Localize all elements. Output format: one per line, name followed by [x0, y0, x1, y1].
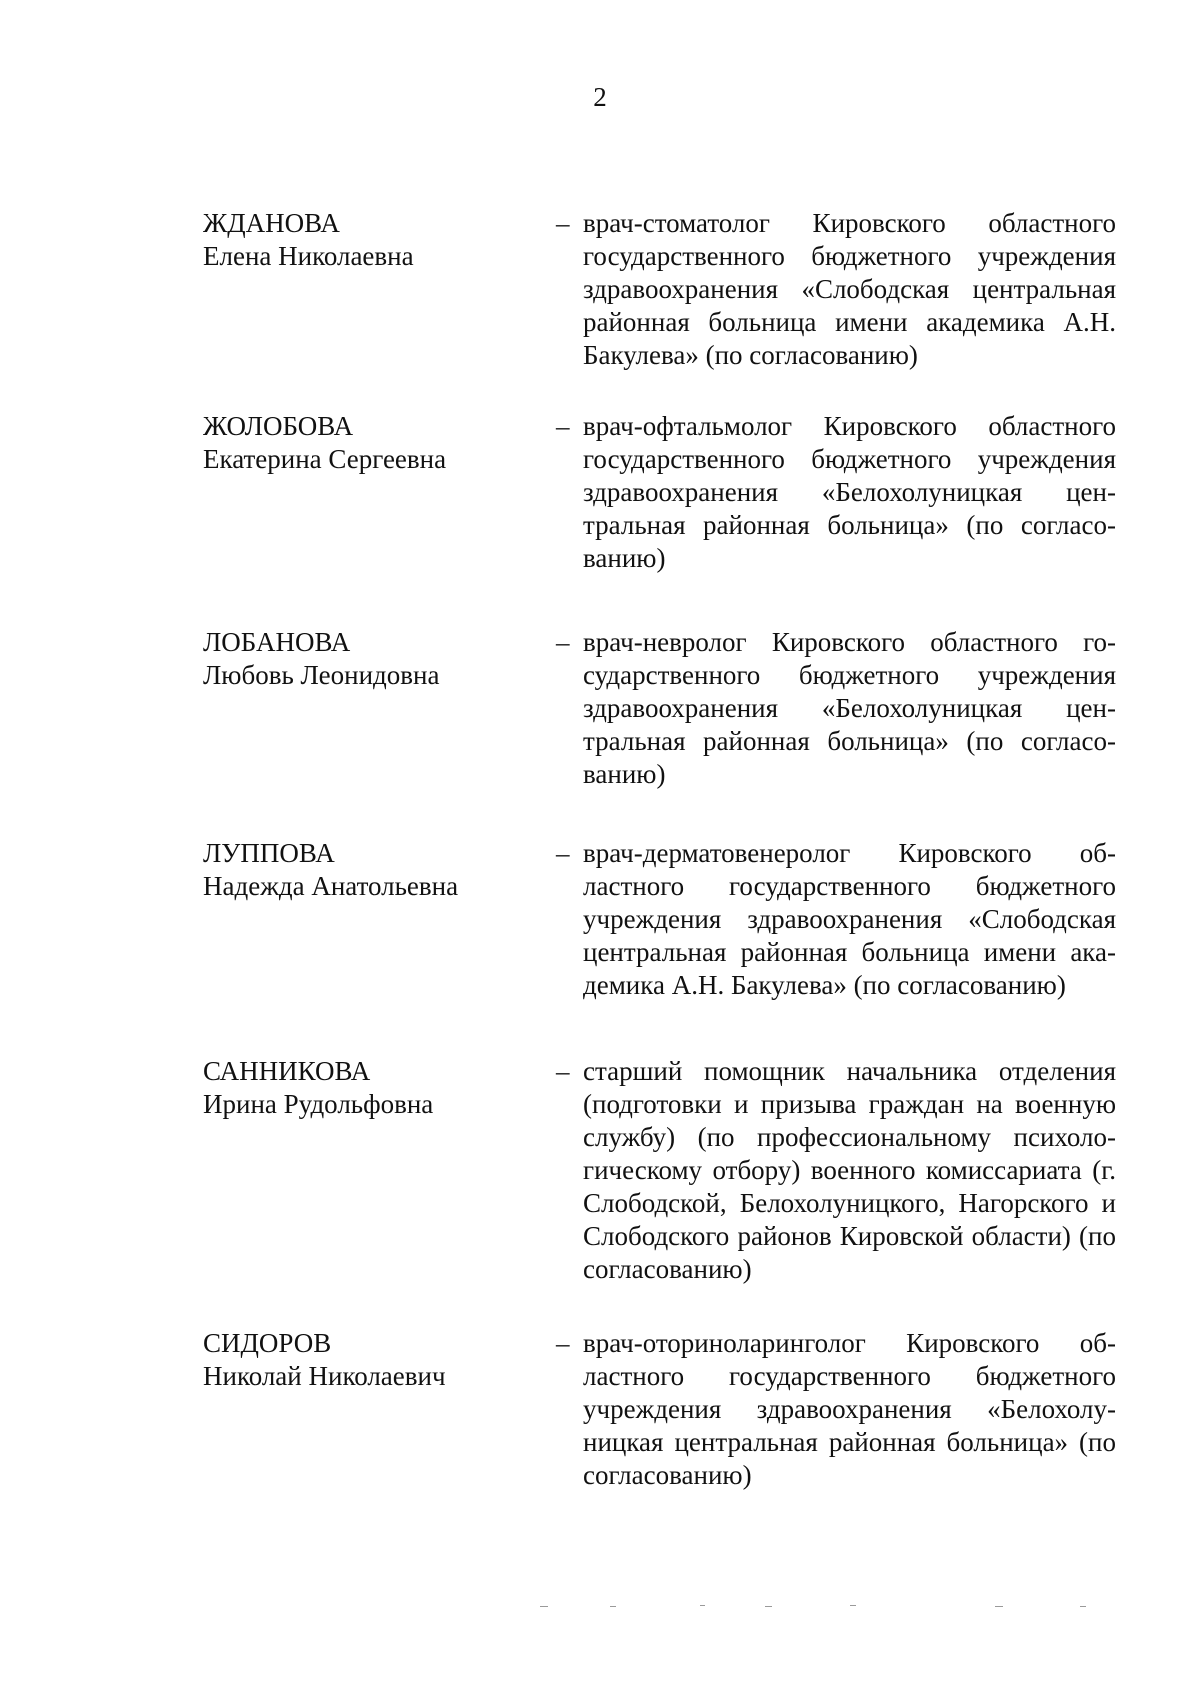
- member-name: [203, 410, 523, 476]
- scan-artifact: [540, 1606, 548, 1607]
- member-name: [203, 626, 523, 692]
- page-number: 2: [593, 82, 607, 112]
- member-name: [203, 207, 523, 273]
- member-position: врач-невролог Кировского областного государственного бюджетного учреждения здравоохранения «Белохолуницкая центральная районная больница» (по согласованию): [583, 627, 1116, 789]
- entry-dash: –: [556, 1328, 570, 1358]
- scan-artifact: [1080, 1606, 1086, 1607]
- member-surname: САННИКОВА: [203, 1056, 371, 1086]
- entry-dash: –: [556, 627, 570, 657]
- member-given-names: Николай Николаевич: [203, 1361, 446, 1391]
- member-surname: ЖОЛОБОВА: [203, 411, 354, 441]
- entry-dash: –: [556, 838, 570, 868]
- member-name: [203, 1327, 523, 1393]
- member-position: врач-стоматолог Кировского областного государственного бюджетного учреждения здравоохранения «Слободская центральная районная больница имени академика А.Н. Бакулева» (по согласованию): [583, 208, 1116, 370]
- member-given-names: Надежда Анатольевна: [203, 871, 459, 901]
- member-given-names: Екатерина Сергеевна: [203, 444, 447, 474]
- member-surname: ЛОБАНОВА: [203, 627, 351, 657]
- member-surname: СИДОРОВ: [203, 1328, 332, 1358]
- scan-artifact: [995, 1606, 1003, 1607]
- member-surname: ЖДАНОВА: [203, 208, 340, 238]
- member-position: врач-оториноларинголог Кировского областного государственного бюджетного учреждения здравоохранения «Белохолуницкая центральная районная больница» (по согласованию): [583, 1328, 1116, 1490]
- member-given-names: Любовь Леонидовна: [203, 660, 440, 690]
- member-position: врач-офтальмолог Кировского областного государственного бюджетного учреждения здравоохранения «Белохолуницкая центральная районная больница» (по согласованию): [583, 411, 1116, 573]
- entry-dash: –: [556, 411, 570, 441]
- member-name: [203, 1055, 523, 1121]
- scan-artifact: [850, 1605, 856, 1606]
- entry-dash: –: [556, 1056, 570, 1086]
- entry-dash: –: [556, 208, 570, 238]
- scan-artifact: [610, 1606, 616, 1607]
- scan-artifact: [700, 1605, 705, 1606]
- member-position: врач-дерматовенеролог Кировского областного государственного бюджетного учреждения здравоохранения «Слободская центральная районная больница имени академика А.Н. Бакулева» (по согласованию): [583, 838, 1116, 1000]
- member-given-names: Елена Николаевна: [203, 241, 414, 271]
- member-name: [203, 837, 523, 903]
- scan-artifact: [765, 1606, 772, 1607]
- member-position: старший помощник начальника отделения (подготовки и призыва граждан на военную службу) (по профессиональному психологическому отбору) военного комиссариата (г. Слободской, Белохолуницкого, Нагорского и Слободского районов Кировской области) (по согласованию): [583, 1056, 1116, 1284]
- member-given-names: Ирина Рудольфовна: [203, 1089, 434, 1119]
- member-surname: ЛУППОВА: [203, 838, 335, 868]
